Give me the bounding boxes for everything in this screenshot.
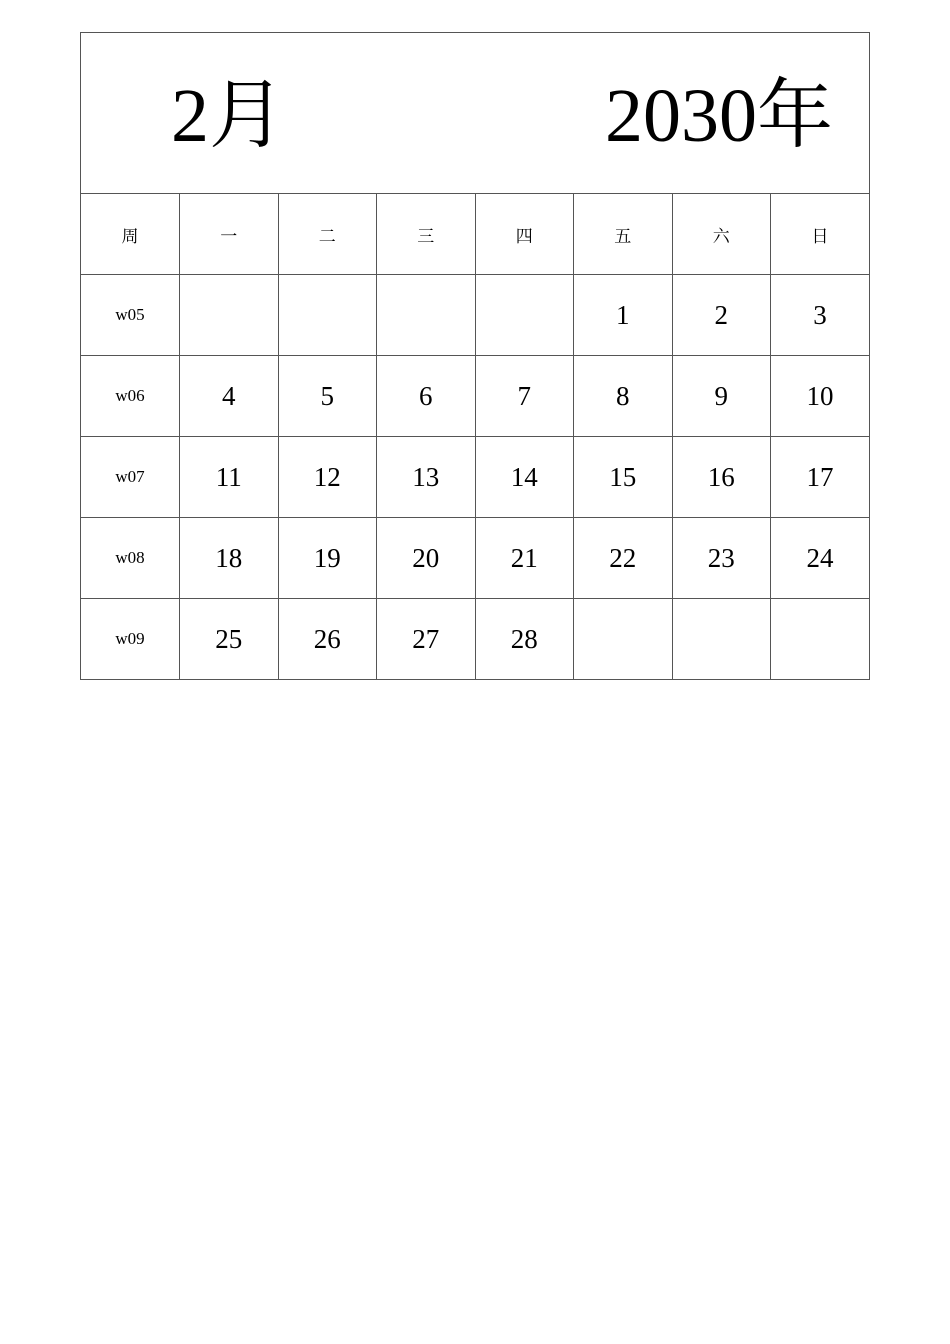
day-cell	[771, 599, 870, 680]
week-row	[81, 275, 869, 356]
day-cell: 24	[771, 518, 870, 599]
weekday-header-tue: 二	[278, 194, 377, 275]
month-suffix: 月	[209, 70, 285, 159]
week-number: w05	[81, 275, 180, 356]
calendar-grid	[81, 194, 869, 679]
day-cell: 26	[278, 599, 377, 680]
day-cell: 21	[475, 518, 574, 599]
day-cell	[475, 275, 574, 356]
week-number: w06	[81, 356, 180, 437]
week-row	[81, 518, 869, 599]
day-cell: 3	[771, 275, 870, 356]
month-title	[171, 70, 285, 159]
month-number: 2	[171, 74, 209, 158]
day-cell: 4	[180, 356, 279, 437]
week-number: w09	[81, 599, 180, 680]
calendar	[80, 32, 870, 680]
weekday-header-fri: 五	[574, 194, 673, 275]
day-cell: 15	[574, 437, 673, 518]
weekday-header-wed: 三	[377, 194, 476, 275]
weekday-header-thu: 四	[475, 194, 574, 275]
weekday-header-sun: 日	[771, 194, 870, 275]
day-cell: 20	[377, 518, 476, 599]
day-cell: 11	[180, 437, 279, 518]
day-cell	[574, 599, 673, 680]
day-cell: 28	[475, 599, 574, 680]
day-cell	[278, 275, 377, 356]
day-cell: 16	[672, 437, 771, 518]
week-column-header: 周	[81, 194, 180, 275]
year-number: 2030	[605, 74, 757, 158]
weekday-header-row	[81, 194, 869, 275]
weekday-header-sat: 六	[672, 194, 771, 275]
day-cell	[672, 599, 771, 680]
day-cell: 23	[672, 518, 771, 599]
day-cell: 19	[278, 518, 377, 599]
day-cell: 9	[672, 356, 771, 437]
day-cell: 6	[377, 356, 476, 437]
day-cell: 12	[278, 437, 377, 518]
day-cell: 13	[377, 437, 476, 518]
week-row	[81, 437, 869, 518]
year-title	[605, 70, 833, 159]
week-row	[81, 356, 869, 437]
day-cell: 18	[180, 518, 279, 599]
week-number: w07	[81, 437, 180, 518]
day-cell: 8	[574, 356, 673, 437]
day-cell: 25	[180, 599, 279, 680]
week-row	[81, 599, 869, 680]
day-cell: 10	[771, 356, 870, 437]
day-cell: 1	[574, 275, 673, 356]
day-cell: 27	[377, 599, 476, 680]
day-cell: 22	[574, 518, 673, 599]
calendar-title-box	[81, 33, 869, 194]
week-number: w08	[81, 518, 180, 599]
day-cell: 5	[278, 356, 377, 437]
day-cell: 14	[475, 437, 574, 518]
year-suffix: 年	[757, 70, 833, 159]
day-cell	[180, 275, 279, 356]
weekday-header-mon: 一	[180, 194, 279, 275]
day-cell: 17	[771, 437, 870, 518]
day-cell	[377, 275, 476, 356]
day-cell: 7	[475, 356, 574, 437]
day-cell: 2	[672, 275, 771, 356]
